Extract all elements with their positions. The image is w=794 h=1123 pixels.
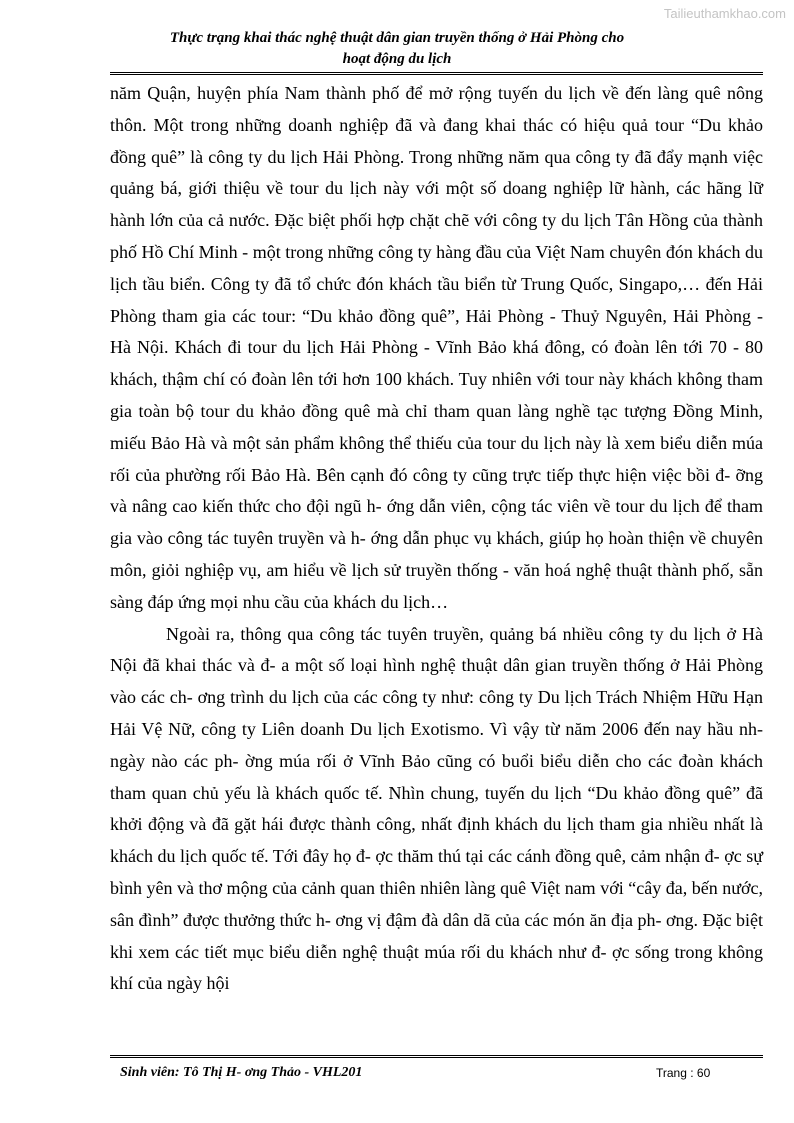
document-body — [110, 78, 763, 1000]
paragraph-1: năm Quận, huyện phía Nam thành phố để mở rộng tuyến du lịch về đến làng quê nông thôn. Một trong những doanh nghiệp đã và đang khai thác có hiệu quả tour “Du khảo đồng quê” là công ty du lịch Hải Phòng. Trong những năm qua công ty đã đẩy mạnh việc quảng bá, giới thiệu về tour du lịch này với một số doang nghiệp lữ hành, các hãng lữ hành lớn của cả nước. Đặc biệt phối hợp chặt chẽ với công ty du lịch Tân Hồng của thành phố Hồ Chí Minh - một trong những công ty hàng đầu của Việt Nam chuyên đón khách du lịch tầu biển. Công ty đã tổ chức đón khách tầu biển từ Trung Quốc, Singapo,… đến Hải Phòng tham gia các tour: “Du khảo đồng quê”, Hải Phòng - Thuỷ Nguyên, Hải Phòng - Hà Nội. Khách đi tour du lịch Hải Phòng - Vĩnh Bảo khá đông, có đoàn lên tới 70 - 80 khách, thậm chí có đoàn lên tới hơn 100 khách. Tuy nhiên với tour này khách không tham gia toàn bộ tour du khảo đồng quê mà chỉ tham quan làng nghề tạc tượng Đồng Minh, miếu Bảo Hà và một sản phẩm không thể thiếu của tour du lịch này là xem biểu diễn múa rối của phường rối Bảo Hà. Bên cạnh đó công ty cũng trực tiếp thực hiện việc bồi đ- ỡng và nâng cao kiến thức cho đội ngũ h- ớng dẫn viên, cộng tác viên về tour du lịch để tham gia vào công tác tuyên truyền và h- ớng dẫn phục vụ khách, giúp họ hoàn thiện về chuyên môn, giỏi nghiệp vụ, am hiểu về lịch sử truyền thống - văn hoá nghệ thuật thành phố, sẵn sàng đáp ứng mọi nhu cầu của khách du lịch… — [110, 83, 763, 612]
page-header — [100, 28, 694, 70]
watermark: Tailieuthamkhao.com — [663, 6, 786, 21]
paragraph-2: Ngoài ra, thông qua công tác tuyên truyền, quảng bá nhiều công ty du lịch ở Hà Nội đã khai thác và đ- a một số loại hình nghệ thuật dân gian truyền thống ở Hải Phòng vào các ch- ơng trình du lịch của các công ty như: công ty Du lịch Trách Nhiệm Hữu Hạn Hải Vệ Nữ, công ty Liên doanh Du lịch Exotismo. Vì vậy từ năm 2006 đến nay hầu nh- ngày nào các ph- ờng múa rối ở Vĩnh Bảo cũng có buổi biểu diễn cho các đoàn khách tham quan chủ yếu là khách quốc tế. Nhìn chung, tuyến du lịch “Du khảo đồng quê” đã khởi động và đã gặt hái được thành công, nhất định khách du lịch tham gia nhiều nhất là khách du lịch quốc tế. Tới đây họ đ- ợc thăm thú tại các cánh đồng quê, cảm nhận đ- ợc sự bình yên và thơ mộng của cảnh quan thiên nhiên làng quê Việt nam với “cây đa, bến nước, sân đình” được thưởng thức h- ơng vị đậm đà dân dã của các món ăn địa ph- ơng. Đặc biệt khi xem các tiết mục biểu diễn nghệ thuật múa rối du khách như đ- ợc sống trong không khí của ngày hội — [110, 623, 763, 994]
page-number: Trang : 60 — [656, 1066, 711, 1080]
header-title-line2: hoạt động du lịch — [342, 51, 452, 67]
header-divider — [110, 72, 763, 75]
footer-divider — [110, 1055, 763, 1058]
footer-student: Sinh viên: Tô Thị H- ơng Thảo - VHL201 — [120, 1065, 363, 1080]
header-title-line1: Thực trạng khai thác nghệ thuật dân gian truyền thống ở Hải Phòng cho — [169, 30, 625, 46]
